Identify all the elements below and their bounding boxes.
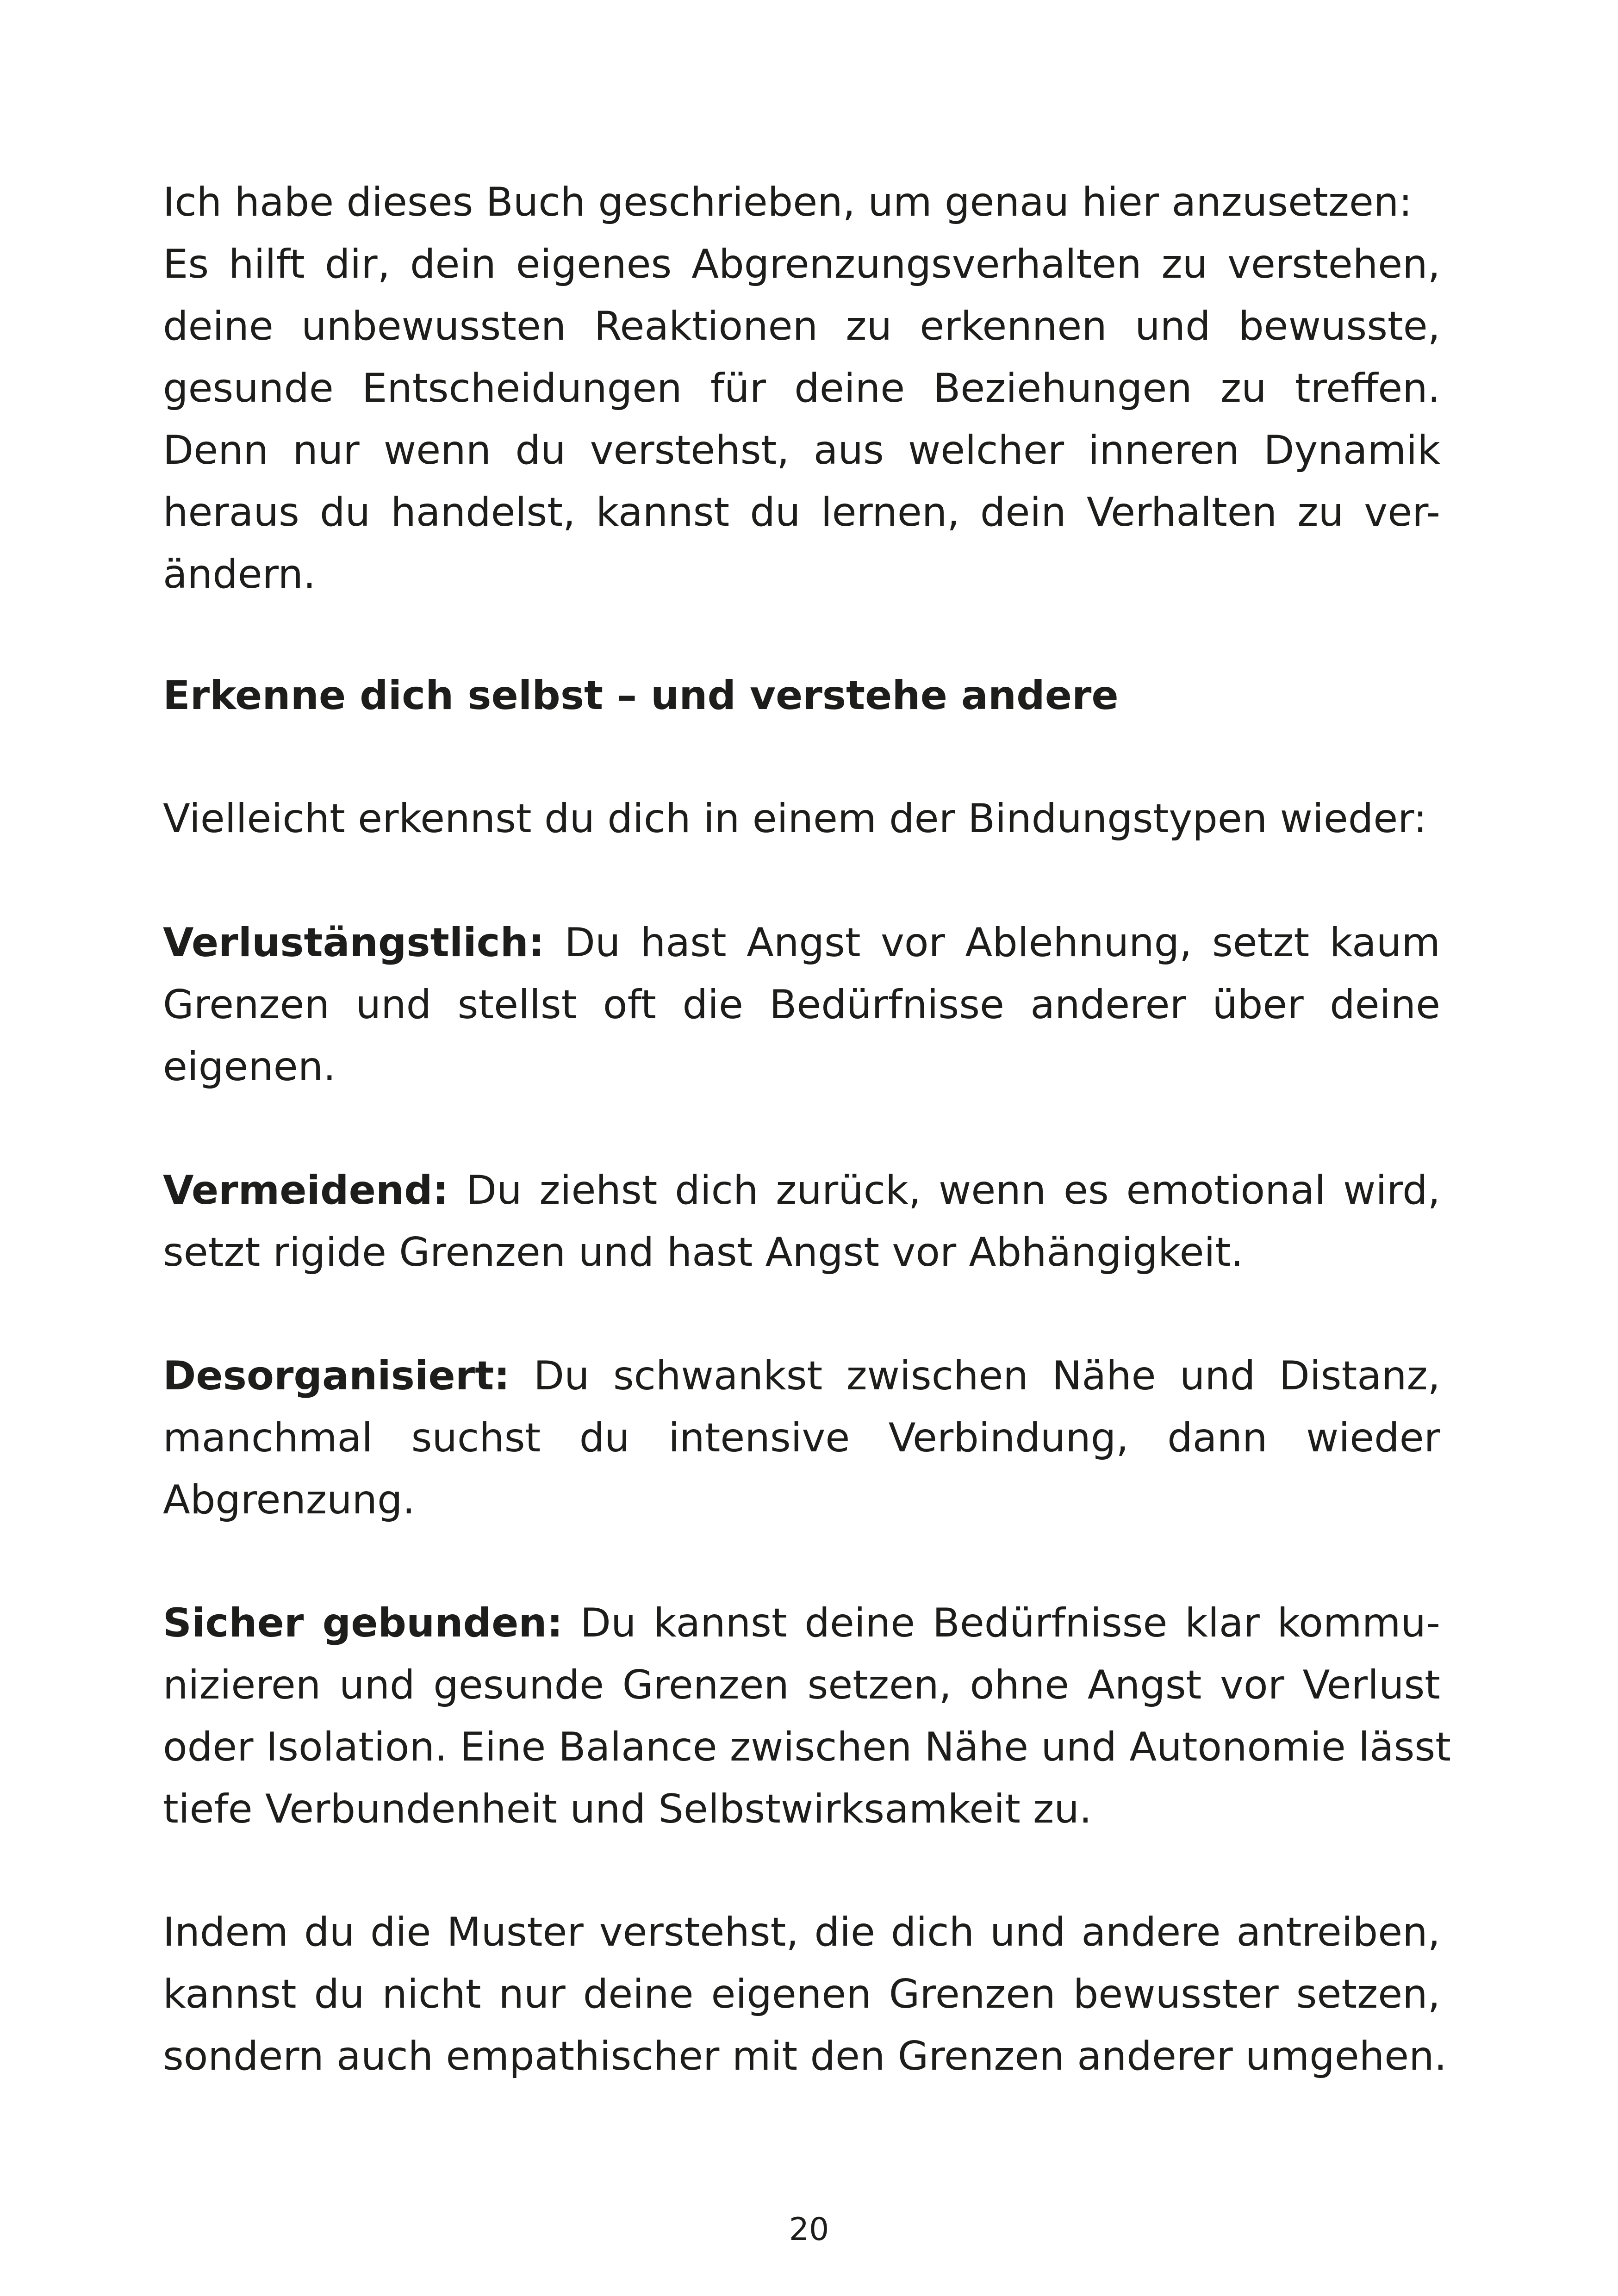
attachment-type-avoidant <box>163 1159 1440 1283</box>
text-line: oder Isolation. Eine Balance zwischen Nähe und Autonomie lässt <box>163 1724 1451 1770</box>
page-number: 20 <box>789 2211 829 2248</box>
text-line: deine unbewussten Reaktionen zu erkennen und bewusste, <box>163 303 1440 349</box>
text-line: Es hilft dir, dein eigenes Abgrenzungsverhalten zu verstehen, <box>163 241 1440 287</box>
text-line <box>163 912 1440 974</box>
term-description: Du schwankst zwischen Nähe und Distanz, <box>510 1353 1440 1399</box>
text-line <box>163 1592 1440 1654</box>
text-line: kannst du nicht nur deine eigenen Grenzen bewusster setzen, <box>163 1971 1440 2017</box>
term-label: Sicher gebunden: <box>163 1600 563 1646</box>
text-line: heraus du handelst, kannst du lernen, dein Verhalten zu ver- <box>163 489 1440 535</box>
text-line: Indem du die Muster verstehst, die dich und andere antreiben, <box>163 1909 1440 1955</box>
text-line: nizieren und gesunde Grenzen setzen, ohne Angst vor Verlust <box>163 1662 1440 1708</box>
paragraph-types-intro <box>163 788 1440 850</box>
text-line <box>163 1345 1440 1407</box>
text-line: eigenen. <box>163 1044 336 1090</box>
term-description: Du hast Angst vor Ablehnung, setzt kaum <box>544 920 1440 966</box>
text-line: setzt rigide Grenzen und hast Angst vor Abhängigkeit. <box>163 1229 1244 1276</box>
text-line: Ich habe dieses Buch geschrieben, um genau hier anzusetzen: <box>163 179 1413 225</box>
section-heading: Erkenne dich selbst – und verstehe andere <box>163 672 1119 719</box>
text-line: tiefe Verbundenheit und Selbstwirksamkeit zu. <box>163 1786 1092 1832</box>
text-line: manchmal suchst du intensive Verbindung, dann wieder <box>163 1415 1440 1461</box>
term-description: Du kannst deine Bedürfnisse klar kommu- <box>563 1600 1441 1646</box>
text-line: sondern auch empathischer mit den Grenzen anderer umgehen. <box>163 2033 1447 2079</box>
paragraph-intro <box>163 171 1440 605</box>
attachment-type-anxious <box>163 912 1440 1098</box>
text-line: Denn nur wenn du verstehst, aus welcher inneren Dynamik <box>163 427 1440 473</box>
text-line: ändern. <box>163 551 316 597</box>
paragraph-conclusion <box>163 1901 1447 2087</box>
term-description: Du ziehst dich zurück, wenn es emotional wird, <box>448 1167 1440 1213</box>
term-label: Verlustängstlich: <box>163 920 545 966</box>
text-line: gesunde Entscheidungen für deine Beziehungen zu treffen. <box>163 365 1440 411</box>
text-line: Grenzen und stellst oft die Bedürfnisse anderer über deine <box>163 982 1440 1028</box>
attachment-type-disorganized <box>163 1345 1440 1531</box>
term-label: Vermeidend: <box>163 1167 449 1213</box>
term-label: Desorganisiert: <box>163 1353 510 1399</box>
text-line <box>163 1159 1440 1221</box>
attachment-type-secure <box>163 1592 1451 1840</box>
text-line: Abgrenzung. <box>163 1477 415 1523</box>
text-line: Vielleicht erkennst du dich in einem der Bindungstypen wieder: <box>163 796 1427 842</box>
